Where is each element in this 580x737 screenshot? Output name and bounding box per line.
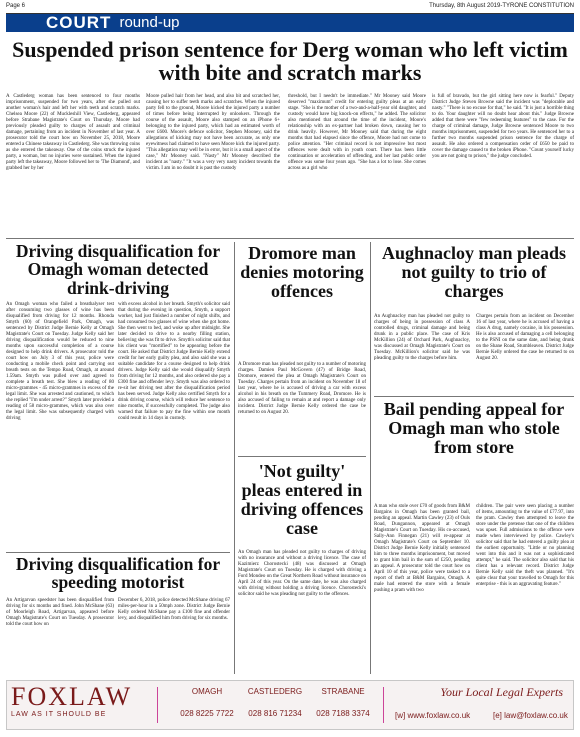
foxlaw-logo: FOXLAW bbox=[11, 682, 133, 711]
ad-email-link[interactable]: [e] law@foxlaw.co.uk bbox=[493, 711, 568, 720]
aughnacloy-col-1: An Aughnacloy man has pleaded not guilty to charges of being in possession of class A controlled drugs, criminal damage and being drunk in a public place. The case of Kris McKillion (24) of Orchard Park, Aughnacloy, was discussed at Omagh Magistrate's Court on Tuesday. McKillion's solicitor said he was pleading guilty to the charges before him. bbox=[374, 314, 470, 361]
divider bbox=[6, 552, 230, 553]
office-phone-omagh[interactable]: 028 8225 7722 bbox=[180, 709, 234, 718]
section-title-roundup: round-up bbox=[119, 14, 180, 31]
column-rule bbox=[234, 242, 235, 674]
column-rule bbox=[370, 242, 371, 674]
office-phone-castlederg[interactable]: 028 816 71234 bbox=[248, 709, 302, 718]
bail-col-1: A man who stole over £70 of goods from B&M Bargains in Omagh has been granted bail, pending an appeal. Martin Cawley (23) of Ouls Road, Dungannon, appeared at Omagh Magistrate's Court on Tuesday. His co-accused, Sally-Ann Finnegan (21) will re-appear at Omagh Magistrate's Court on September 10. District Judge Bernie Kelly initially sentenced him to three months imprisonment, but moved to grant him bail in the sum of £250, pending an appeal. A prosecutor told the court how on April 10 of this year, police were tasked to a report of theft at B&M Bargains, Omagh. A male had entered the store with a female pushing a pram with two bbox=[374, 504, 470, 593]
publication-date: Thursday, 8th August 2019-TYRONE CONSTITUTION bbox=[429, 3, 574, 9]
page-number: Page 6 bbox=[6, 3, 26, 9]
ad-separator bbox=[157, 687, 158, 723]
dromore-col-1: A Dromore man has pleaded not guilty to a number of motoring charges. Damien Paul McGovern (47) of Bridge Road, Dromore, entered the plea at Omagh Magistrate's Court on Tuesday. Charges pertain from an incident on November 18 of last year, where he is accused of driving a car with excess alcohol in his breath on the Tummery Road, Dromore. He is also accused of failing to remain at and report a damage only incident. District Judge Bernie Kelly ordered the case be returned to on August 20. bbox=[238, 362, 366, 415]
bail-headline: Bail pending appeal for Omagh man who stole from store bbox=[383, 399, 565, 457]
main-headline: Suspended prison sentence for Derg woman who left victim with bite and scratch marks bbox=[12, 37, 568, 86]
foxlaw-tagline: LAW AS IT SHOULD BE bbox=[11, 711, 107, 718]
drink-driving-col-1: An Omagh woman who failed a breathalyser test after consuming two glasses of wine has been disqualified from driving for 12 months. Rhonda Smyth (60) of Orangefield Park, Omagh, was sentenced by District Judge Bernie Kelly at Omagh Magistrate's Court on Tuesday. Judge Kelly said her driving disqualification would be reduced to nine months upon successful completion of a course designed to help drink drivers. A prosecutor told the court how on July 3 of this year, police were conducting a mobile check point and carrying out breath tests on the Tempo Road, Omagh, at around 1.59am. Smyth was pulled over and agreed to complete a breath test. She blew a reading of 80 micro-grammes - 45 micro-grammes in excess of the legal limit. She was arrested and cautioned, to which she replied "I'm under arrest?" Smyth later provided a reading of 58 micro-grammes, which was also over the legal limit. She was subsequently charged with driving bbox=[6, 302, 114, 421]
drink-driving-col-2: with excess alcohol in her breath. Smyth's solicitor said that during the evening in question, Smyth, a support worker, had just finished a number of night shifts, and had consumed two glasses of wine when she got home. She then went to bed, and woke up after midnight. She later decided to drive to a nearby filling station, believing she was fit to drive. Smyth's solicitor said that his client was "mortified" to be appearing before the court. He asked that District Judge Bernie Kelly extend credit for her early guilty plea, and also said she was a suitable candidate for a course designed to help drink drivers. Judge Kelly said she would disqualify Smyth from driving for 12 months, and also ordered she pay a £300 fine and offender levy. Smyth was also ordered to re-sit her driving test after the disqualification period has been served. Judge Kelly also certified Smyth for a drink driving course, which will reduce her sentence to nine months, if successfully completed. The judge also warned that failure to pay the fine within one month could result in 14 days in custody. bbox=[118, 302, 230, 421]
main-story-col-4: is full of bravado, but the girl sitting here now is fearful." Deputy District Judge Steven Browne said the incident was "deplorable and nasty." "There is no excuse for that," he said. "It is just a horrible thing to do. Your daughter will no doubt hear about this." Judge Browne added that there were "few redeeming features" to the case. For the charge of criminal damage, Judge Browne sentenced Moore to two months imprisonment, suspended for two years. He sentenced her to a further two months suspended prison sentence for the charge of assault. He also ordered a compensation order of £650 be paid to cover the damage caused to the broken iPhone. "Count yourself lucky you are not going to prison," the judge concluded. bbox=[432, 94, 574, 159]
aughnacloy-col-2: Charges pertain from an incident on December 16 of last year, where he is accused of having a class A drug, namely cocaine, in his possession. He is also accused of damaging a cell belonging to the PSNI on the same date, and being drunk on the Shane Road, Stumbleaven. District Judge Bernie Kelly ordered the case be returned to on August 20. bbox=[476, 314, 574, 361]
not-guilty-col-1: An Omagh man has pleaded not guilty to charges of driving with no insurance and without a driving licence. The case of Kazimierz Chorostecki (48) was discussed at Omagh Magistrate's Court on Tuesday. He is charged with driving a Ford Mondeo on the Great Northern Road without insurance on April 24 of this year. On the same date, he was also charged with driving without holding a driving licence. Chorostecki's solicitor said he was pleading not guilty to the offences. bbox=[238, 550, 366, 597]
office-town-omagh: OMAGH bbox=[191, 687, 223, 696]
page-header bbox=[6, 3, 574, 13]
not-guilty-headline: 'Not guilty' pleas entered in driving offences case bbox=[240, 461, 364, 538]
section-title-court: COURT bbox=[6, 14, 115, 32]
divider bbox=[374, 396, 574, 397]
main-story-col-3: threshold, but I needn't be immediate." Mr Mooney said Moore deserved "maximum" credit for entering guilty pleas at an early stage. "She is the mother of a two-and-a-half-year old daughter, and custody would have big knock-on effects," he added. The solicitor also mentioned that around the time of the incident, Moore's relationship with an ex-partner had broken down, causing her to drink heavily. However, Mr Mooney said that during the eight months that had elapsed since the offence, Moore had not come to police attention. "Her criminal record is not impressive but most offences were dealt with in youth court. There has been little continuation or acceleration of offending, and her last public order offence was some four years ago. "She has a lot to lose. She comes across as a girl who bbox=[288, 94, 426, 171]
drink-driving-headline: Driving disqualification for Omagh woman detected drink-driving bbox=[15, 241, 221, 298]
speeding-col-1: An Artigarvan speedster has been disqualified from driving for six months and fined. John McShane (63) of Moorleigh Road, Artigarvan, appeared before Omagh Magistrate's Court on Tuesday. A prosecutor told the court how on bbox=[6, 598, 114, 627]
office-town-castlederg: CASTLEDERG bbox=[247, 687, 303, 696]
ad-separator bbox=[383, 687, 384, 723]
foxlaw-advert[interactable] bbox=[6, 680, 574, 730]
divider bbox=[238, 456, 366, 457]
ad-slogan: Your Local Legal Experts bbox=[440, 685, 563, 699]
office-phone-strabane[interactable]: 028 7188 3374 bbox=[316, 709, 370, 718]
dromore-headline: Dromore man denies motoring offences bbox=[240, 243, 364, 301]
ad-website-link[interactable]: [w] www.foxlaw.co.uk bbox=[395, 711, 471, 720]
section-masthead bbox=[6, 14, 574, 32]
office-town-strabane: STRABANE bbox=[321, 687, 365, 696]
main-story-col-2: Moore pulled hair from her head, and also bit and scratched her, causing her to suffer teeth marks and scratches. When the injured party fell to the ground, Moore kicked the injured party a number of times before being interrupted by onlookers. Through the course of the assault, Moore also stamped on an iPhone 6+ belonging to the injured party, which had an estimated worth of over £600. Moore's defence solicitor, Stephen Mooney, said the allegations of kicking may not have been accurate, as only one eyewitness had claimed to have seen Moore kick the injured party. "This allegation may well be in error, but it is a small aspect of the case," Mr Mooney said. "Nasty" Mr Mooney described the incident as "nasty." "It was a very very nasty incident towards the victim. I am in no doubt it is past the custody bbox=[146, 94, 280, 171]
aughnacloy-headline: Aughnacloy man pleads not guilty to trio of charges bbox=[381, 243, 567, 301]
bail-col-2: children. The pair were seen placing a number of items, amounting to the value of £77.97, into the pram. Cawley then attempted to leave the store under the pretense that one of the children was upset. Full admissions to the offence were made when interviewed by police. Cawley's solicitor said that he had entered a guilty plea at the earliest opportunity. "Little or no planning went into this and it was not a sophisticated attempt," he said. The solicitor also said that his client has a relevant record. District Judge Bernie Kelly said the theft was planned. "It's quite clear that your travelled to Omagh for this enterprise - this is an aggravating feature." bbox=[476, 504, 574, 587]
divider bbox=[6, 238, 574, 239]
main-story-col-1: A Castlederg woman has been sentenced to four months imprisonment, suspended for two years, after she pulled out another woman's hair and left her with teeth and scratch marks. Chelsea Moore (22) of Muckleshill View, Castlederg, appeared before Strabane Magistrate's Court on Thursday. Moore had previously pleaded guilty to charges of assault and criminal damage, pertaining from an incident in November of last year. A prosecutor told the court how on November 25, 2018, Moore entered a Chinese takeaway in Castlederg. She was throwing coins as she entered the takeaway. One of the coins struck the injured party, a woman, but no injuries were sustained. When the injured party left the takeaway, Moore followed her to 'The Diamond', and grabbed her by her bbox=[6, 94, 140, 171]
speeding-headline: Driving disqualification for speeding motorist bbox=[15, 554, 221, 593]
speeding-col-2: December 6, 2018, police detected McShane driving 67 miles-per-hour in a 50mph zone. District Judge Bernie Kelly ordered McShane pay a £100 fine and offender levy, and disqualified him from driving for six months. bbox=[118, 598, 230, 621]
